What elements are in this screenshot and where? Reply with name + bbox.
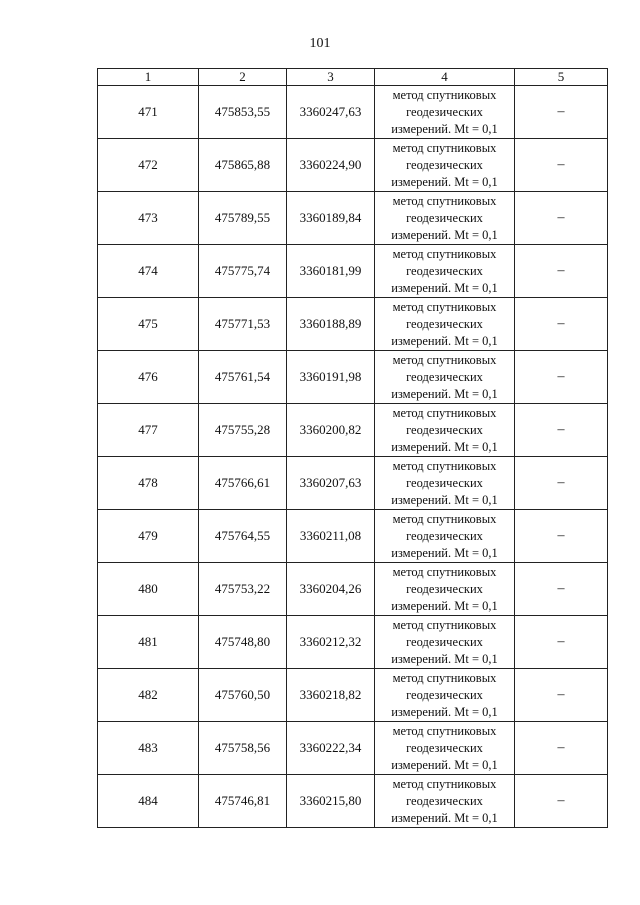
method-line: измерений. Mt = 0,1 [391,810,498,825]
table-row [98,351,608,404]
column-header-1: 1 [98,69,199,86]
method-description [375,722,515,775]
method-line: метод спутниковых [392,405,497,420]
method-line: метод спутниковых [392,564,497,579]
table-row [98,404,608,457]
table-row [98,616,608,669]
method-line: измерений. Mt = 0,1 [391,704,498,719]
method-line: измерений. Mt = 0,1 [391,598,498,613]
x-coordinate: 475753,22 [199,563,287,616]
method-line: измерений. Mt = 0,1 [391,174,498,189]
table-row [98,563,608,616]
x-coordinate: 475761,54 [199,351,287,404]
table-row [98,86,608,139]
y-coordinate: 3360222,34 [287,722,375,775]
method-line: геодезических [406,263,483,278]
column-5-value: – [515,563,608,616]
y-coordinate: 3360215,80 [287,775,375,828]
method-line: геодезических [406,528,483,543]
method-line: метод спутниковых [392,458,497,473]
method-line: измерений. Mt = 0,1 [391,757,498,772]
method-line: измерений. Mt = 0,1 [391,439,498,454]
x-coordinate: 475771,53 [199,298,287,351]
method-line: геодезических [406,316,483,331]
method-line: измерений. Mt = 0,1 [391,333,498,348]
method-description [375,298,515,351]
x-coordinate: 475775,74 [199,245,287,298]
column-5-value: – [515,404,608,457]
method-line: метод спутниковых [392,723,497,738]
method-line: геодезических [406,687,483,702]
column-header-2: 2 [199,69,287,86]
point-number: 474 [98,245,199,298]
method-line: геодезических [406,157,483,172]
table-row [98,192,608,245]
method-line: геодезических [406,210,483,225]
method-description [375,351,515,404]
x-coordinate: 475766,61 [199,457,287,510]
method-description [375,775,515,828]
point-number: 473 [98,192,199,245]
table-row [98,775,608,828]
method-line: геодезических [406,740,483,755]
x-coordinate: 475748,80 [199,616,287,669]
y-coordinate: 3360207,63 [287,457,375,510]
method-line: метод спутниковых [392,617,497,632]
column-5-value: – [515,298,608,351]
method-description [375,563,515,616]
y-coordinate: 3360200,82 [287,404,375,457]
column-5-value: – [515,616,608,669]
method-description [375,139,515,192]
method-line: геодезических [406,475,483,490]
column-5-value: – [515,139,608,192]
coordinates-table [97,68,608,828]
table-row [98,669,608,722]
method-line: метод спутниковых [392,193,497,208]
column-5-value: – [515,510,608,563]
x-coordinate: 475764,55 [199,510,287,563]
y-coordinate: 3360218,82 [287,669,375,722]
method-line: метод спутниковых [392,246,497,261]
method-line: геодезических [406,422,483,437]
y-coordinate: 3360189,84 [287,192,375,245]
method-line: измерений. Mt = 0,1 [391,545,498,560]
column-5-value: – [515,192,608,245]
method-line: измерений. Mt = 0,1 [391,280,498,295]
column-5-value: – [515,669,608,722]
x-coordinate: 475758,56 [199,722,287,775]
point-number: 479 [98,510,199,563]
table-row [98,139,608,192]
column-header-3: 3 [287,69,375,86]
method-line: геодезических [406,793,483,808]
y-coordinate: 3360211,08 [287,510,375,563]
table-body [98,86,608,828]
y-coordinate: 3360247,63 [287,86,375,139]
method-description [375,510,515,563]
column-5-value: – [515,245,608,298]
method-description [375,192,515,245]
x-coordinate: 475853,55 [199,86,287,139]
page-number: 101 [309,36,331,51]
table-row [98,245,608,298]
method-line: метод спутниковых [392,511,497,526]
column-5-value: – [515,351,608,404]
x-coordinate: 475755,28 [199,404,287,457]
point-number: 471 [98,86,199,139]
point-number: 484 [98,775,199,828]
method-description [375,86,515,139]
x-coordinate: 475746,81 [199,775,287,828]
table-row [98,298,608,351]
method-line: геодезических [406,104,483,119]
y-coordinate: 3360191,98 [287,351,375,404]
point-number: 483 [98,722,199,775]
method-description [375,669,515,722]
y-coordinate: 3360204,26 [287,563,375,616]
x-coordinate: 475760,50 [199,669,287,722]
method-line: метод спутниковых [392,299,497,314]
method-line: метод спутниковых [392,87,497,102]
method-description [375,404,515,457]
column-5-value: – [515,457,608,510]
y-coordinate: 3360188,89 [287,298,375,351]
point-number: 480 [98,563,199,616]
method-line: метод спутниковых [392,776,497,791]
x-coordinate: 475789,55 [199,192,287,245]
point-number: 482 [98,669,199,722]
table-row [98,510,608,563]
x-coordinate: 475865,88 [199,139,287,192]
point-number: 478 [98,457,199,510]
table-row [98,722,608,775]
method-line: измерений. Mt = 0,1 [391,651,498,666]
y-coordinate: 3360224,90 [287,139,375,192]
y-coordinate: 3360212,32 [287,616,375,669]
point-number: 476 [98,351,199,404]
column-5-value: – [515,86,608,139]
column-5-value: – [515,775,608,828]
method-description [375,616,515,669]
table-header-row [98,69,608,86]
table-row [98,457,608,510]
method-description [375,245,515,298]
method-line: измерений. Mt = 0,1 [391,386,498,401]
column-header-4: 4 [375,69,515,86]
column-header-5: 5 [515,69,608,86]
method-line: метод спутниковых [392,352,497,367]
point-number: 475 [98,298,199,351]
method-description [375,457,515,510]
column-5-value: – [515,722,608,775]
method-line: метод спутниковых [392,670,497,685]
method-line: геодезических [406,634,483,649]
point-number: 481 [98,616,199,669]
y-coordinate: 3360181,99 [287,245,375,298]
method-line: геодезических [406,369,483,384]
method-line: измерений. Mt = 0,1 [391,227,498,242]
method-line: измерений. Mt = 0,1 [391,121,498,136]
method-line: метод спутниковых [392,140,497,155]
point-number: 477 [98,404,199,457]
method-line: измерений. Mt = 0,1 [391,492,498,507]
point-number: 472 [98,139,199,192]
method-line: геодезических [406,581,483,596]
